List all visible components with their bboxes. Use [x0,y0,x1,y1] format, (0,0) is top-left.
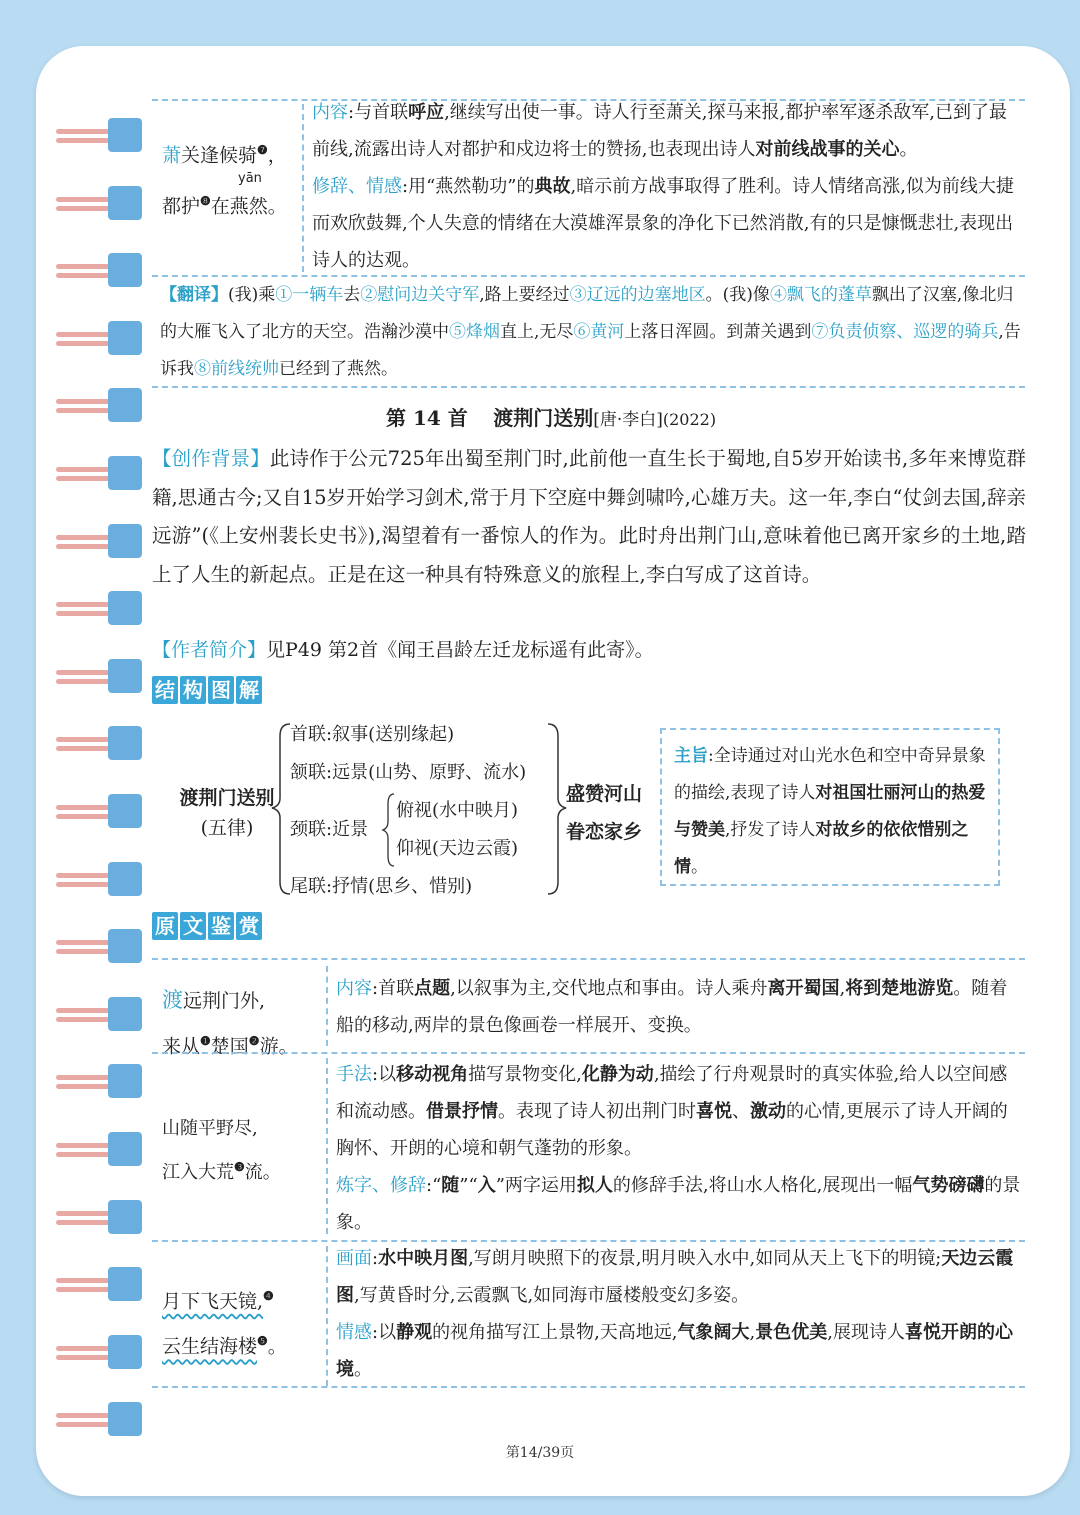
emphasis: 呼应 [408,102,445,123]
tag-char: 原 [152,912,178,940]
note-text: ③辽远的边塞地区 [569,285,706,305]
poem-line2-a: 都护 [162,195,201,218]
poem-text: 月下飞天镜, [162,1290,264,1313]
text: 飘出了汉塞,像北归的大雁飞入了北方的天空。浩瀚沙漠中 [160,285,1014,342]
text: , [839,978,846,999]
note-marker: ❼ [257,143,268,157]
text: :与首联 [348,102,409,123]
text: ”“ [459,1175,478,1196]
text: ,抒发了诗人 [725,820,816,840]
text: 已经到了燕然。 [279,359,398,379]
text: ,路上要经过 [479,285,570,305]
divider-vertical [326,1246,328,1386]
text: ,以叙事为主,交代地点和事由。诗人乘舟 [450,978,768,999]
theme-label: 主旨 [674,746,708,766]
text: 的心情,更展示了诗人开阔的胸怀、开朗的心境和朝气蓬勃的形象。 [336,1101,1008,1159]
emphasis: 气象阔大 [677,1322,750,1343]
divider-vertical [326,966,328,1046]
poem-text: 云生结海楼 [162,1335,258,1358]
text: 的视角描写江上景物,天高地远, [432,1322,678,1343]
emphasis: 静观 [396,1322,433,1343]
appreciation-poem-2 [162,1110,322,1192]
note-text: ④飘飞的蓬草 [769,285,872,305]
divider-vertical [326,1058,328,1234]
emphasis: 典故 [534,176,571,197]
appreciation-analysis-1 [336,970,1024,1044]
emphasis: 对故乡的依依惜别之情 [674,820,969,877]
tag-char: 构 [180,676,206,704]
rhetoric-label: 修辞、情感 [312,176,402,197]
right-brace [548,724,566,894]
emphasis: 对前线战事的关心 [755,139,900,160]
note-text: ⑧前线统帅 [194,359,279,379]
emphasis: 随 [441,1175,460,1196]
note-marker: ❺ [257,1334,268,1349]
text: ,写朗月映照下的夜景,明月映入水中,如同从天上飞下的明镜; [468,1248,942,1269]
note-text: ⑤烽烟 [449,322,500,342]
poem-text: 山随平野尽, [162,1118,258,1139]
text: 的修辞手法,将山水人格化,展现出一幅 [612,1175,913,1196]
poem-text: 流。 [244,1162,281,1183]
background-label: 【创作背景】 [152,447,270,470]
punct: 。 [267,1335,287,1358]
text: ,写黄昏时分,云霞飘飞,如同海市蜃楼般变幻多姿。 [354,1285,750,1306]
author-intro-label: 【作者简介】 [152,639,267,661]
emphasis: 水中映月图 [378,1248,469,1269]
tag-char: 鉴 [208,912,234,940]
text: :首联 [372,978,415,999]
rhetoric-label: 炼字、修辞 [336,1175,426,1196]
poem-text: 游。 [259,1035,298,1058]
text: ,展现诗人 [827,1322,905,1343]
poem-author: [唐·李白] [593,410,663,430]
branch-third [290,792,526,868]
emphasis: 借景抒情 [426,1101,498,1122]
text: 上落日浑圆。到萧关遇到 [624,322,812,342]
emphasis: 点题 [414,978,451,999]
author-intro-text: 见P49 第2首《闻王昌龄左迁龙标遥有此寄》。 [266,639,654,661]
divider [152,1052,1025,1054]
translation-label: 【翻译】 [160,285,228,305]
divider [152,958,1025,960]
emphasis: 将到楚地游览 [845,978,954,999]
poem-first-char: 萧 [162,144,182,167]
text: :以 [372,1322,397,1343]
punct: ， [267,144,287,167]
text: 。 [899,139,918,160]
pinyin: yān [238,171,262,187]
text: 。(我)像 [705,285,770,305]
poem-number: 第 14 首 [386,406,468,430]
branch-second: 颔联:远景(山势、原野、流水) [290,762,527,783]
note-marker: ❶ [200,1034,211,1048]
text: 。 [691,857,708,877]
text: ,暗示前方战事取得了胜利。诗人情绪高涨,似为前线大捷而欢欣鼓舞,个人失意的情绪在大漠雄浑景象的净化下已然消散,有的只是慷慨悲壮,表现出诗人的达观。 [312,176,1014,271]
tag-char: 赏 [236,912,262,940]
branch-fourth: 尾联:抒情(思乡、惜别) [290,876,473,897]
technique-label: 手法 [336,1064,372,1085]
branch-first: 首联:叙事(送别缘起) [290,724,455,745]
middle-2: 眷恋家乡 [566,821,643,843]
poem-text: 楚国 [210,1035,249,1058]
note-marker: ❸ [234,1160,245,1174]
branch-third-b: 仰视(天边云霞) [396,838,519,859]
text: ”两字运用 [495,1175,577,1196]
note-text: ⑥黄河 [573,322,625,342]
tag-char: 结 [152,676,178,704]
branch-third-head: 颈联:近景 [290,819,369,840]
note-text: ①一辆车 [275,285,344,305]
tag-char: 文 [180,912,206,940]
text: :全诗通过对山光水色和空中奇异景象的描绘,表现了诗人 [674,746,986,803]
note-marker: ❷ [248,1034,260,1048]
appreciation-poem-3 [162,1276,322,1367]
tag-char: 解 [236,676,262,704]
text: 直上,无尽 [500,322,574,342]
emphasis: 入 [477,1175,496,1196]
text: ,告诉我 [160,322,1021,379]
text: :用“燕然勒功”的 [402,176,535,197]
emphasis: 对祖国壮丽河山的热爱与赞美 [674,783,986,840]
poem-line1-rest: 关逢候骑 [181,144,258,167]
emphasis: 景色优美 [755,1322,828,1343]
poem-text: 江入大荒 [162,1162,234,1183]
content-label: 内容 [312,102,348,123]
text: , [749,1322,756,1343]
emphasis: 喜悦 [696,1101,732,1122]
appreciation-analysis-3 [336,1240,1024,1388]
poem-line2-b: 在燕然。 [210,195,287,218]
text: :“ [426,1175,442,1196]
poem-year: (2022) [662,410,717,429]
text: 、 [732,1101,750,1122]
emphasis: 激动 [750,1101,786,1122]
structure-root-sub: (五律) [200,817,254,839]
emphasis: 离开蜀国 [767,978,840,999]
poem-text: 来从 [162,1035,201,1058]
theme-box [660,728,1000,886]
poem-text: 远荆门外, [183,990,266,1012]
structure-root-title: 渡荆门送别 [179,787,275,809]
emphasis: 化静为动 [581,1064,654,1085]
left-brace [272,724,290,894]
poem-first-char: 渡 [162,988,183,1012]
emphasis: 气势磅礴 [912,1175,985,1196]
emphasis: 拟人 [576,1175,613,1196]
poem-title: 渡荆门送别 [493,406,594,430]
text: 描写景物变化, [468,1064,582,1085]
emphasis: 喜悦开朗的心境 [336,1322,1013,1380]
text: ,描绘了行舟观景时的真实体验,给人以空间感和流动感。 [336,1064,1008,1122]
emphasis: 移动视角 [396,1064,469,1085]
content-label: 内容 [336,978,372,999]
page-number: 第14/39页 [505,1445,575,1461]
structure-branches [290,716,526,906]
text: 。随着船的移动,两岸的景色像画卷一样展开、变换。 [336,978,1008,1036]
background-text: 此诗作于公元725年出蜀至荆门时,此前他一直生长于蜀地,自5岁开始读书,多年来博览群籍,思通古今;又自15岁开始学习剑术,常于月下空庭中舞剑啸吟,心雄万夫。这一年,李白“仗剑去国,辞亲远游”(《上安州裴长史书》),渴望着有一番惊人的作为。此时舟出荆门山,意味着他已离开家乡的土地,踏上了人生的新起点。正是在这一种具有特殊意义的旅程上,李白写成了这首诗。 [152,447,1026,586]
appreciation-tag [152,912,264,940]
appreciation-analysis-2 [336,1056,1024,1241]
text: 。 [354,1359,372,1380]
text: 去 [343,285,361,305]
text: :以 [372,1064,397,1085]
note-text: ⑦负责侦察、巡逻的骑兵 [811,322,999,342]
scene-label: 画面 [336,1248,372,1269]
branch-third-a: 俯视(水中映月) [396,800,519,821]
text: : [372,1248,379,1269]
divider [152,1386,1025,1388]
text: 的景象。 [336,1175,1021,1233]
tag-char: 图 [208,676,234,704]
text: (我)乘 [228,285,276,305]
note-marker: ❹ [263,1289,274,1303]
text: 。表现了诗人初出荆门时 [498,1101,696,1122]
note-marker: ❽ [200,194,211,209]
structure-middle [566,775,642,851]
emphasis: 天边云霞图 [336,1248,1014,1306]
emotion-label: 情感 [336,1322,372,1343]
middle-1: 盛赞河山 [566,783,643,805]
note-text: ②慰问边关守军 [360,285,480,305]
text: ,继续写出使一事。诗人行至萧关,探马来报,都护率军逐杀敌军,已到了最前线,流露出诗人对都护和戍边将士的赞扬,也表现出诗人 [312,102,1007,160]
